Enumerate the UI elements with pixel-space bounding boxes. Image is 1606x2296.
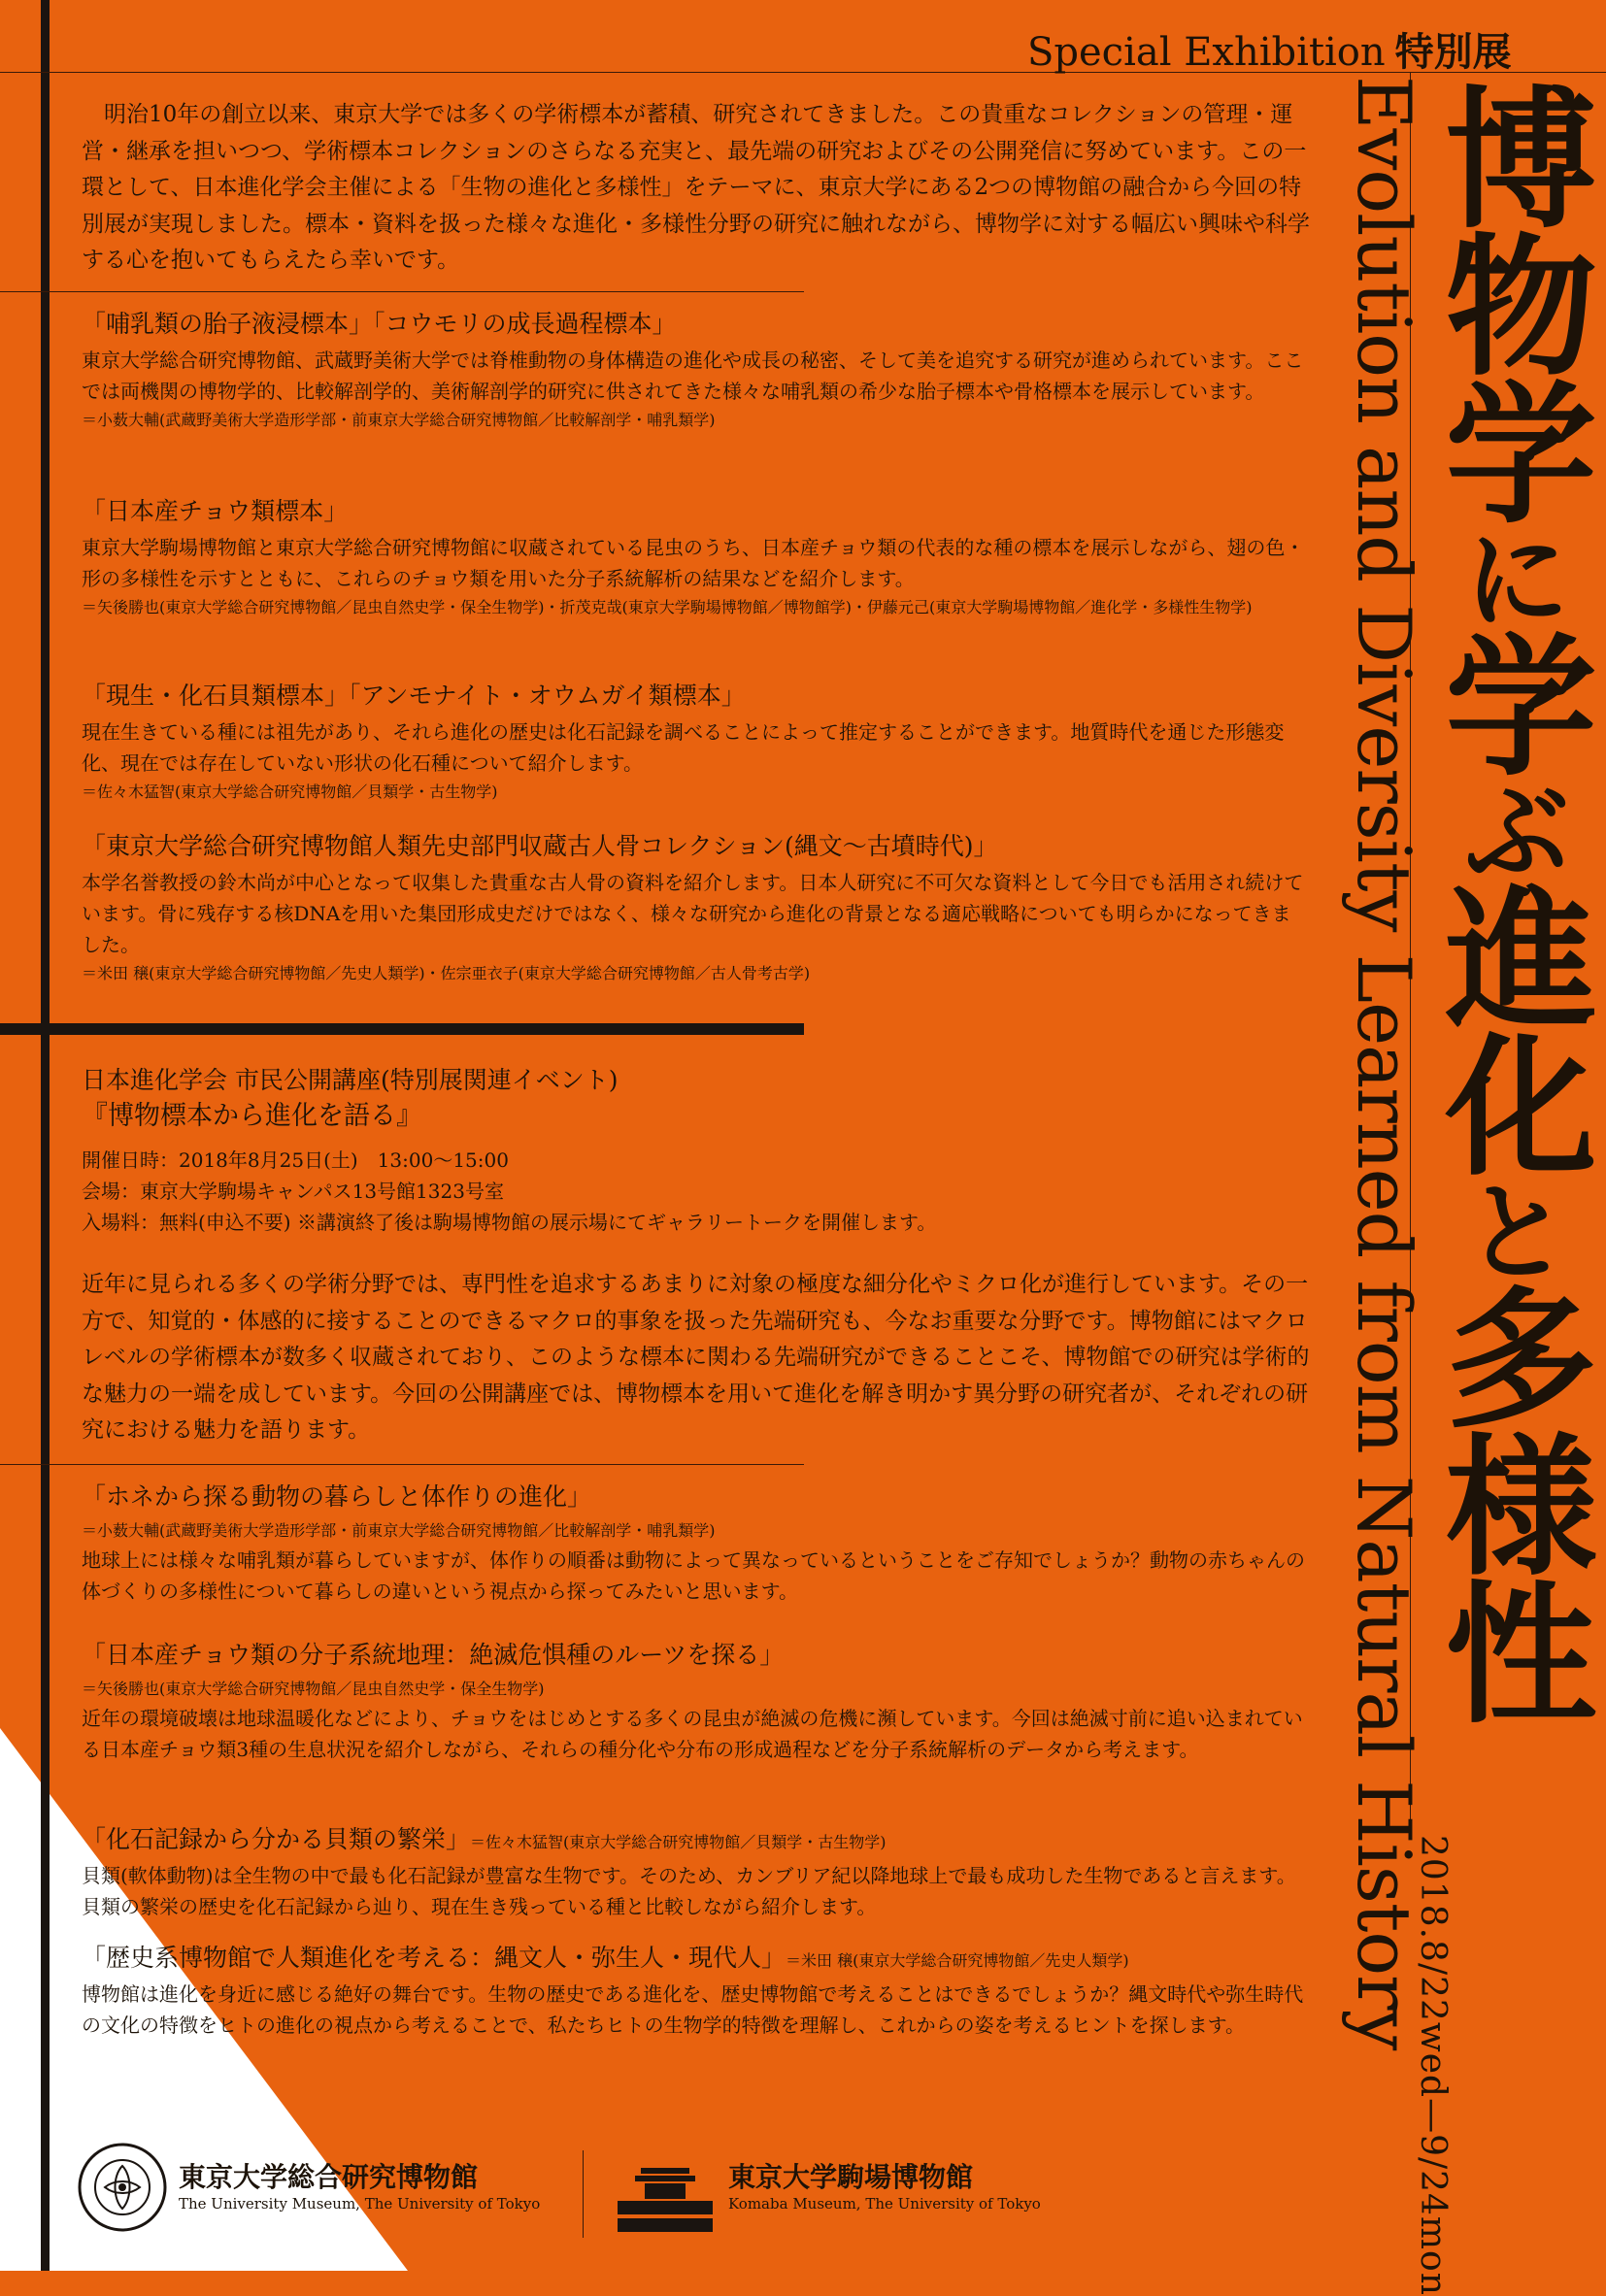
talk-body: 近年の環境破壊は地球温暖化などにより、チョウをはじめとする多くの昆虫が絶滅の危機に瀕しています。今回は絶滅寸前に追い込まれている日本産チョウ類3種の生息状況を紹介しながら、それらの種分化や分布の形成過程などを分子系統解析のデータから考えます。	[82, 1707, 1303, 1761]
talk-title	[82, 1942, 1310, 1975]
title-part: ぶ	[1445, 775, 1572, 880]
exhibit-item	[82, 495, 1310, 621]
komaba-museum-name: 東京大学駒場博物館	[728, 2161, 974, 2193]
exhibit-credit: ＝佐々木猛智(東京大学総合研究博物館／貝類学・古生物学)	[82, 782, 498, 801]
divider-thick	[0, 1023, 804, 1035]
talk-body: 地球上には様々な哺乳類が暮らしていますが、体作りの順番は動物によって異なっているということをご存知でしょうか？動物の赤ちゃんの体づくりの多様性について暮らしの違いという視点から探ってみたいと思います。	[82, 1548, 1305, 1603]
lecture-title: 『博物標本から進化を語る』	[82, 1101, 422, 1131]
komaba-museum-logo	[612, 2141, 1041, 2234]
talk-title: 「ホネから探る動物の暮らしと体作りの進化」	[82, 1482, 592, 1511]
talk-credit: ＝佐々木猛智(東京大学総合研究博物館／貝類学・古生物学)	[470, 1833, 887, 1851]
komaba-museum-name-en: Komaba Museum, The University of Tokyo	[728, 2195, 1041, 2213]
header	[1027, 21, 1512, 77]
vertical-bar	[41, 0, 50, 2271]
exhibit-credit: ＝米田 穣(東京大学総合研究博物館／先史人類学)・佐宗亜衣子(東京大学総合研究博物館／古人骨考古学)	[82, 964, 811, 982]
talk-title	[82, 1823, 1310, 1856]
exhibit-title: 「東京大学総合研究博物館人類先史部門収蔵古人骨コレクション(縄文〜古墳時代)」	[82, 832, 998, 860]
title-en: Evolution and Diversity Learned from Natural History	[1341, 76, 1427, 2050]
title-part: 学	[1420, 627, 1597, 775]
exhibit-body: 本学名誉教授の鈴木尚が中心となって収集した貴重な古人骨の資料を紹介します。日本人研究に不可欠な資料として今日でも活用され続けています。骨に残存する核DNAを用いた集団形成史だけではなく、様々な研究から進化の背景となる適応戦略についても明らかになってきました。	[82, 871, 1304, 956]
exhibit-item	[82, 680, 1310, 806]
lecture-body: 近年に見られる多くの学術分野では、専門性を追求するあまりに対象の極度な細分化やミクロ化が進行しています。その一方で、知覚的・体感的に接することのできるマクロ的事象を扱った先端研究も、今なお重要な分野です。博物館にはマクロレベルの学術標本が数多く収蔵されており、このような標本に関わる先端研究ができることこそ、博物館での研究は学術的な魅力の一端を成しています。今回の公開講座では、博物標本を用いて進化を解き明かす異分野の研究者が、それぞれの研究における魅力を語ります。	[82, 1272, 1310, 1443]
title-ja	[1420, 80, 1597, 1722]
exhibit-credit: ＝矢後勝也(東京大学総合研究博物館／昆虫自然史学・保全生物学)・折茂克哉(東京大学駒場博物館／博物館学)・伊藤元己(東京大学駒場博物館／進化学・多様性生物学)	[82, 598, 1253, 616]
exhibit-title: 「日本産チョウ類標本」	[82, 497, 349, 525]
exhibit-item	[82, 308, 1310, 434]
exhibition-dates: 2018.8/22wed—9/24mon	[1413, 1835, 1453, 2296]
lecture-venue: 会場：東京大学駒場キャンパス13号館1323号室	[82, 1180, 504, 1203]
university-museum-name-en: The University Museum, The University of Tokyo	[179, 2195, 541, 2213]
talk-credit: ＝米田 穣(東京大学総合研究博物館／先史人類学)	[786, 1951, 1129, 1970]
exhibit-body: 東京大学駒場博物館と東京大学総合研究博物館に収蔵されている昆虫のうち、日本産チョウ類の代表的な種の標本を展示しながら、翅の色・形の多様性を示すとともに、これらのチョウ類を用いた分子系統解析の結果などを紹介します。	[82, 536, 1305, 590]
university-museum-seal-icon	[76, 2141, 169, 2234]
header-label-en: Special Exhibition	[1027, 30, 1386, 75]
title-part: 進化	[1420, 880, 1597, 1175]
exhibit-item	[82, 830, 1310, 987]
divider-1	[0, 291, 804, 292]
intro-text: 明治10年の創立以来、東京大学では多くの学術標本が蓄積、研究されてきました。この貴重なコレクションの管理・運営・継承を担いつつ、学術標本コレクションのさらなる充実と、最先端の研究およびその公開発信に努めています。この一環として、日本進化学会主催による「生物の進化と多様性」をテーマに、東京大学にある2つの博物館の融合から今回の特別展が実現しました。標本・資料を扱った様々な進化・多様性分野の研究に触れながら、博物学に対する幅広い興味や科学する心を抱いてもらえたら幸いです。	[82, 102, 1310, 273]
lecture-date: 開催日時：2018年8月25日(土) 13:00〜15:00	[82, 1148, 509, 1172]
exhibit-title: 「哺乳類の胎子液浸標本」「コウモリの成長過程標本」	[82, 310, 677, 338]
talk-title: 「日本産チョウ類の分子系統地理：絶滅危惧種のルーツを探る」	[82, 1641, 785, 1669]
talk-item	[82, 1823, 1310, 1922]
title-part: に	[1445, 522, 1572, 627]
talk-credit: ＝矢後勝也(東京大学総合研究博物館／昆虫自然史学・保全生物学)	[82, 1680, 545, 1698]
divider-2	[0, 1464, 804, 1465]
talk-body: 貝類(軟体動物)は全生物の中で最も化石記録が豊富な生物です。そのため、カンブリア紀以降地球上で最も成功した生物であると言えます。貝類の繁栄の歴史を化石記録から辿り、現在生き残っている種と比較しながら紹介します。	[82, 1864, 1296, 1918]
exhibit-body: 東京大学総合研究博物館、武蔵野美術大学では脊椎動物の身体構造の進化や成長の秘密、そして美を追究する研究が進められています。ここでは両機関の博物学的、比較解剖学的、美術解剖学的研究に供されてきた様々な哺乳類の希少な胎子標本や骨格標本を展示しています。	[82, 349, 1304, 403]
talk-item	[82, 1942, 1310, 2041]
title-part: と	[1445, 1175, 1572, 1280]
talk-credit: ＝小薮大輔(武蔵野美術大学造形学部・前東京大学総合研究博物館／比較解剖学・哺乳類学)	[82, 1521, 716, 1540]
title-part: 博物学	[1420, 80, 1597, 522]
komaba-museum-mark-icon	[612, 2141, 719, 2234]
lecture-organizer: 日本進化学会 市民公開講座(特別展関連イベント)	[82, 1066, 619, 1094]
exhibit-title: 「現生・化石貝類標本」「アンモナイト・オウムガイ類標本」	[82, 682, 746, 710]
talk-item	[82, 1481, 1310, 1607]
talk-body: 博物館は進化を身近に感じる絶好の舞台です。生物の歴史である進化を、歴史博物館で考えることはできるでしょうか？縄文時代や弥生時代の文化の特徴をヒトの進化の視点から考えることで、私たちヒトの生物学的特徴を理解し、これからの姿を考えるヒントを探します。	[82, 1982, 1304, 2037]
exhibit-body: 現在生きている種には祖先があり、それら進化の歴史は化石記録を調べることによって推定することができます。地質時代を通じた形態変化、現在では存在していない形状の化石種について紹介します。	[82, 720, 1285, 775]
university-museum-logo	[76, 2141, 540, 2234]
university-museum-name: 東京大学総合研究博物館	[179, 2161, 479, 2193]
talk-title-text: 「化石記録から分かる貝類の繁栄」	[82, 1825, 471, 1853]
talk-item	[82, 1639, 1310, 1765]
talk-title-text: 「歴史系博物館で人類進化を考える：縄文人・弥生人・現代人」	[82, 1944, 786, 1972]
header-label-ja: 特別展	[1394, 29, 1512, 75]
logo-divider	[583, 2150, 584, 2238]
title-part: 多様性	[1420, 1280, 1597, 1722]
lecture-fee: 入場料：無料(申込不要) ※講演終了後は駒場博物館の展示場にてギャラリートークを開催します。	[82, 1211, 937, 1234]
exhibit-credit: ＝小薮大輔(武蔵野美術大学造形学部・前東京大学総合研究博物館／比較解剖学・哺乳類学)	[82, 411, 716, 429]
lecture-info	[82, 1063, 1310, 1238]
